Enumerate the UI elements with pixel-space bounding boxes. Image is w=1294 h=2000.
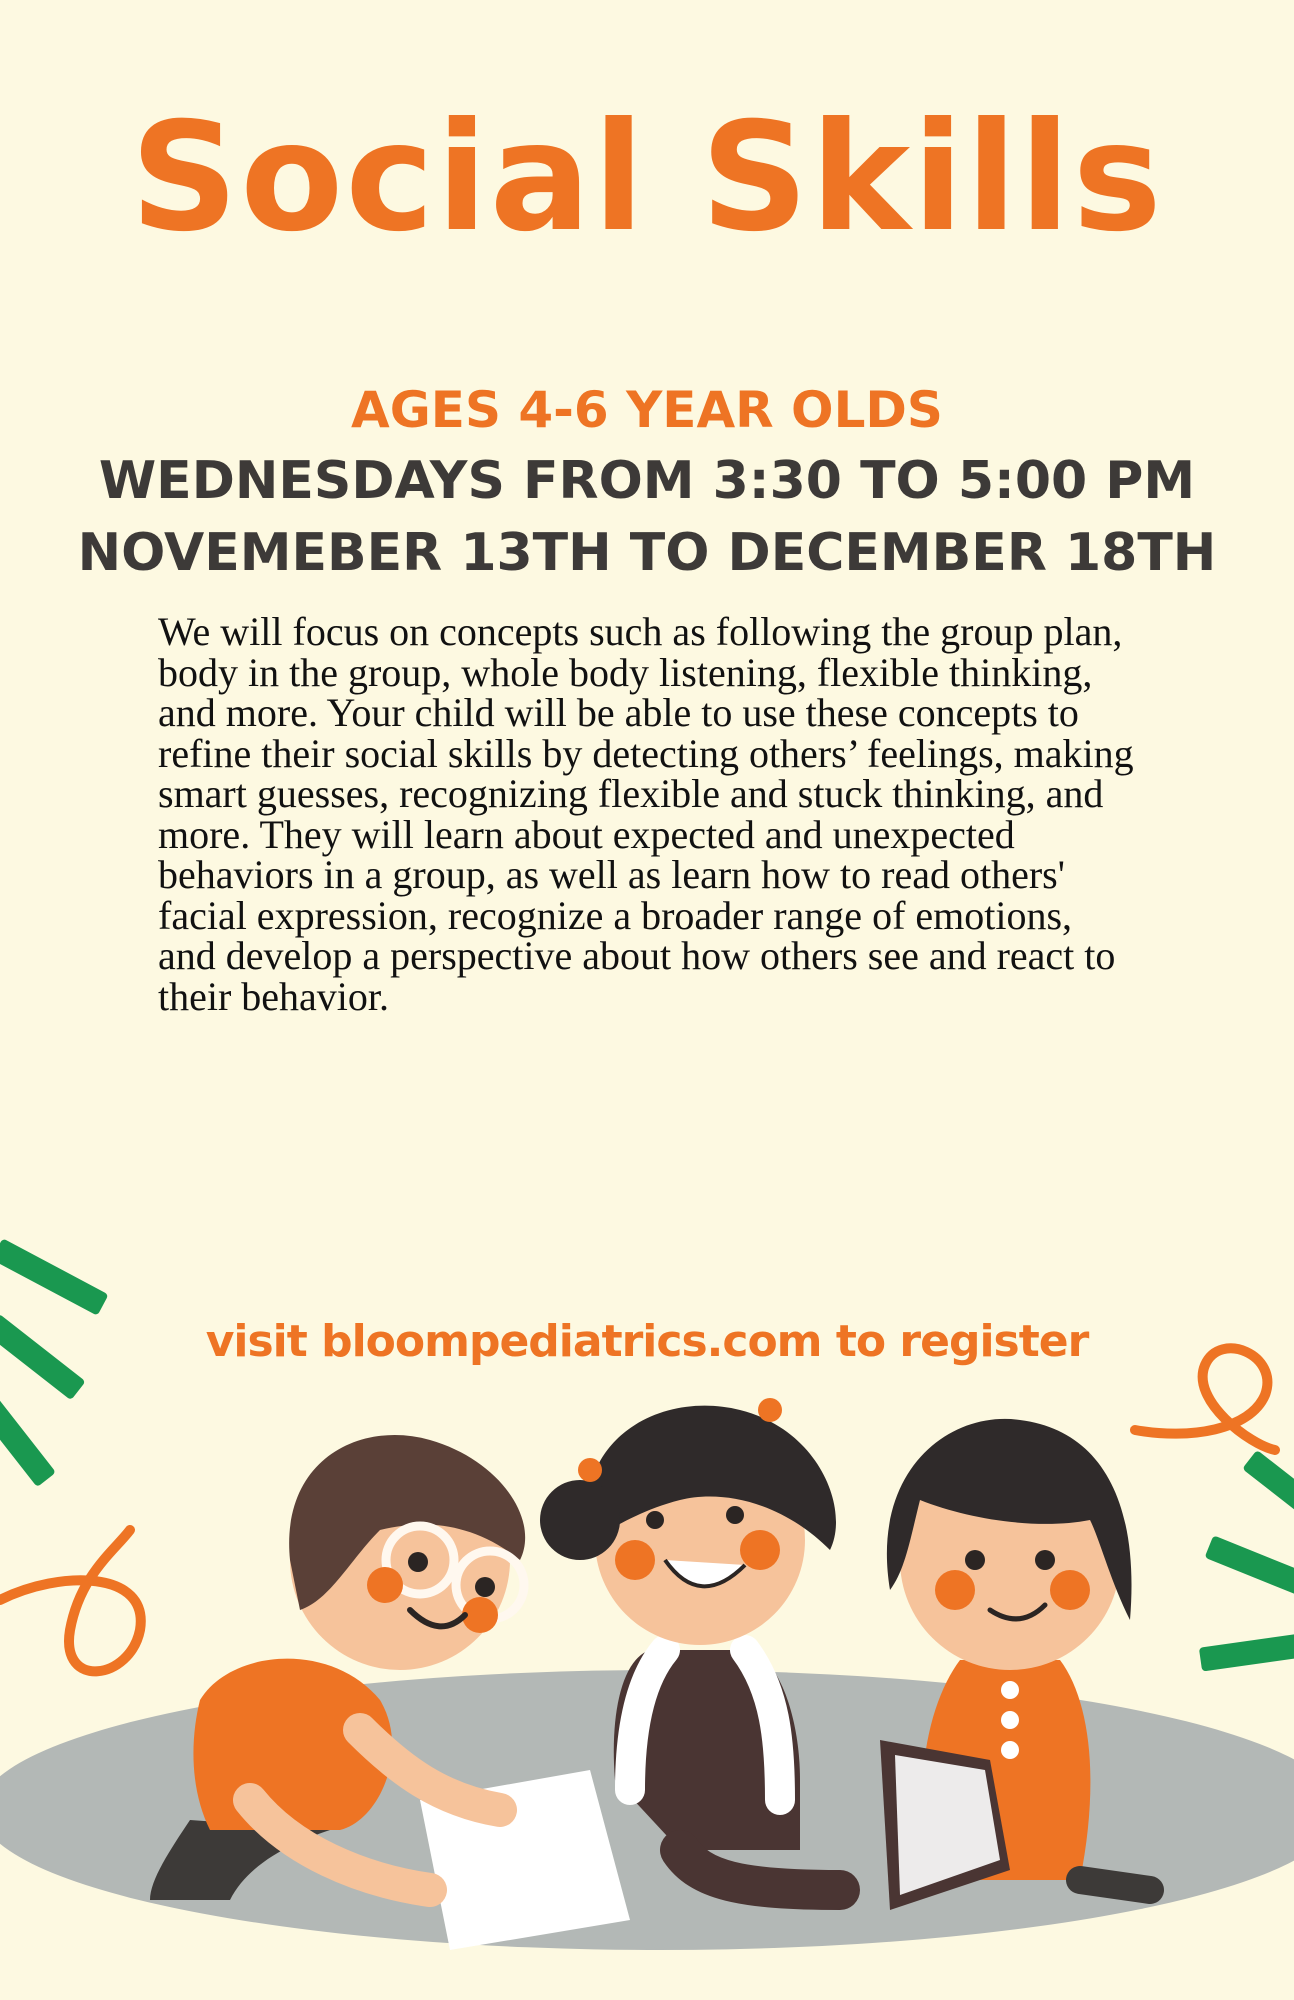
middle-girl-figure (540, 1398, 840, 1890)
poster-title: Social Skills (130, 91, 1164, 265)
description-paragraph: We will focus on concepts such as following the group plan, body in the group, whole body listening, flexible thinking, and more. Your child will be able to use these concepts to refine their social skills by detecting others’ feelings, making smart guesses, recognizing flexible and stuck thinking, and more. They will learn about expected and unexpected behaviors in a group, as well as learn how to read others' facial expression, recognize a broader range of emotions, and develop a perspective about how others see and react to their behavior. (158, 609, 1134, 1019)
schedule-line: WEDNESDAYS FROM 3:30 TO 5:00 PM (98, 451, 1196, 511)
green-confetti-right (1199, 1450, 1294, 1672)
boy-figure (150, 1435, 525, 1900)
orange-squiggle-left (0, 1530, 141, 1671)
floor-rug (0, 1670, 1294, 1950)
paper-sheet (420, 1770, 630, 1950)
register-link[interactable]: visit bloompediatrics.com to register (205, 1316, 1089, 1367)
dates-line: NOVEMEBER 13TH TO DECEMBER 18TH (77, 523, 1217, 583)
right-girl-figure (880, 1419, 1150, 1910)
open-book (880, 1740, 1010, 1910)
ages-line: AGES 4-6 YEAR OLDS (351, 381, 943, 439)
